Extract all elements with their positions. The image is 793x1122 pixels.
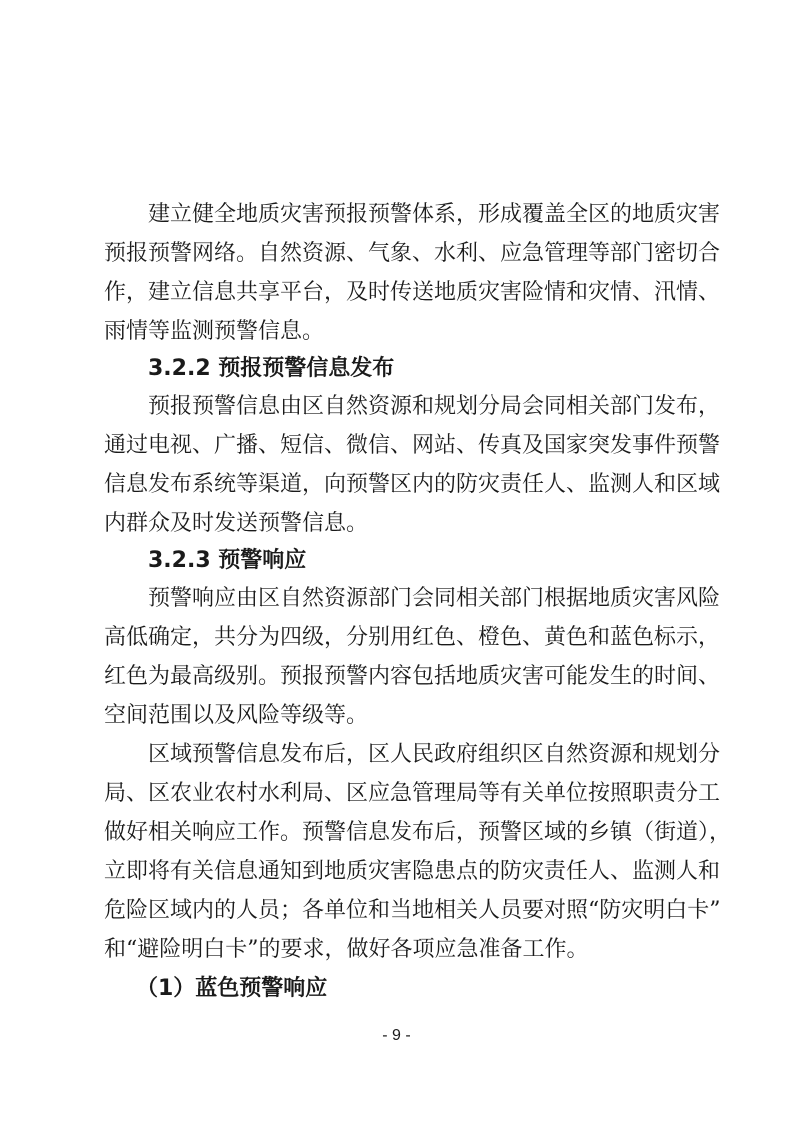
- paragraph-line: 区域预警信息发布后，区人民政府组织区自然资源和规划分: [148, 742, 721, 767]
- paragraph-line: 做好相关响应工作。预警信息发布后，预警区域的乡镇（街道），: [104, 820, 732, 845]
- paragraph-line: 红色为最高级别。预报预警内容包括地质灾害可能发生的时间、: [104, 664, 721, 689]
- paragraph-line: 危险区域内的人员；各单位和当地相关人员要对照“防灾明白卡”: [104, 898, 721, 923]
- paragraph-line: 立即将有关信息通知到地质灾害隐患点的防灾责任人、监测人和: [104, 859, 721, 884]
- section-heading: 3.2.2 预报预警信息发布: [148, 356, 395, 381]
- paragraph-line: 预报预警网络。自然资源、气象、水利、应急管理等部门密切合: [104, 241, 721, 266]
- paragraph-line: 预报预警信息由区自然资源和规划分局会同相关部门发布，: [148, 394, 721, 419]
- paragraph-line: 建立健全地质灾害预报预警体系，形成覆盖全区的地质灾害: [148, 202, 721, 227]
- paragraph-line: 内群众及时发送预警信息。: [104, 511, 369, 536]
- paragraph-line: 作，建立信息共享平台，及时传送地质灾害险情和灾情、汛情、: [104, 280, 721, 305]
- paragraph-line: 预警响应由区自然资源部门会同相关部门根据地质灾害风险: [148, 586, 721, 611]
- paragraph-line: 空间范围以及风险等级等。: [104, 703, 369, 728]
- paragraph-line: 雨情等监测预警信息。: [104, 319, 325, 344]
- page-number: - 9 -: [382, 1027, 411, 1044]
- section-heading: 3.2.3 预警响应: [148, 548, 307, 573]
- paragraph-line: 高低确定，共分为四级，分别用红色、橙色、黄色和蓝色标示，: [104, 625, 721, 650]
- paragraph-line: 局、区农业农村水利局、区应急管理局等有关单位按照职责分工: [104, 781, 721, 806]
- subsection-heading: （1）蓝色预警响应: [136, 976, 328, 1001]
- paragraph-line: 和“避险明白卡”的要求，做好各项应急准备工作。: [104, 937, 589, 962]
- paragraph-line: 信息发布系统等渠道，向预警区内的防灾责任人、监测人和区域: [104, 472, 721, 497]
- paragraph-line: 通过电视、广播、短信、微信、网站、传真及国家突发事件预警: [104, 433, 721, 458]
